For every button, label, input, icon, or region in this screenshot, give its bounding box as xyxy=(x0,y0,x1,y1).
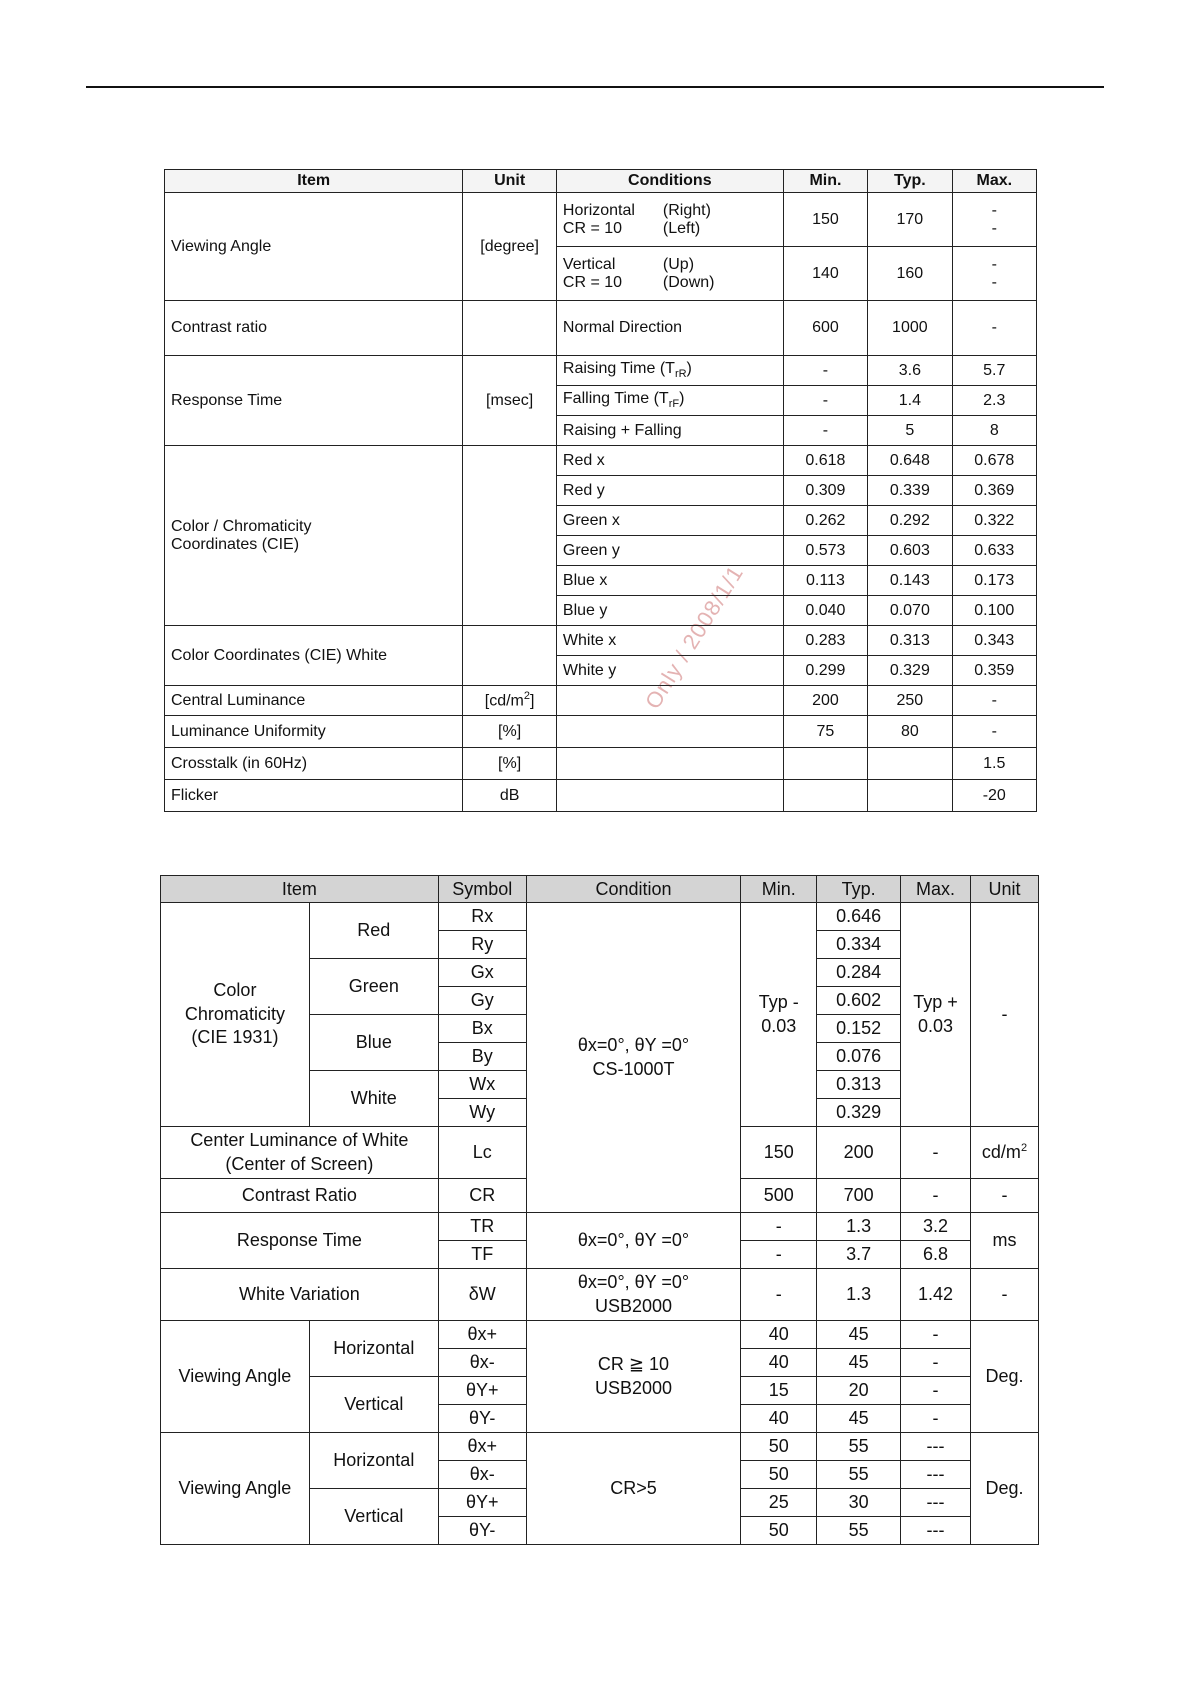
symbol: CR xyxy=(438,1179,526,1213)
value-typ: 700 xyxy=(817,1179,901,1213)
table-row xyxy=(165,446,1037,476)
cond-red-y: Red y xyxy=(556,476,783,506)
value-typ: 3.7 xyxy=(817,1241,901,1269)
table-row xyxy=(165,301,1037,356)
header-item: Item xyxy=(161,876,439,903)
header-min: Min. xyxy=(741,876,817,903)
value-max: --- xyxy=(901,1461,971,1489)
value-max: 6.8 xyxy=(901,1241,971,1269)
value-typ: 0.603 xyxy=(868,536,952,566)
cond-text: USB2000 xyxy=(594,1377,673,1398)
value-min: 15 xyxy=(741,1377,817,1405)
header-conditions: Conditions xyxy=(556,170,783,193)
item-text: (CIE 1931) xyxy=(191,1027,279,1048)
group-vertical: Vertical xyxy=(309,1489,438,1545)
value-min: - xyxy=(741,1241,817,1269)
value-max: 1.42 xyxy=(901,1269,971,1321)
cond-text: Horizontal xyxy=(562,201,635,219)
value-max: 5.7 xyxy=(952,356,1036,386)
value-typ: 20 xyxy=(817,1377,901,1405)
cond-horizontal xyxy=(556,193,783,247)
value-text: 0.03 xyxy=(918,1015,954,1036)
cond-sub: rR xyxy=(674,368,687,381)
header-max: Max. xyxy=(901,876,971,903)
unit: - xyxy=(971,1179,1039,1213)
value-max: 0.100 xyxy=(952,596,1036,626)
unit-sup: 2 xyxy=(523,690,531,703)
item-color-white: Color Coordinates (CIE) White xyxy=(165,626,463,686)
cond-vertical xyxy=(556,247,783,301)
value-max: - xyxy=(901,1405,971,1433)
item-text: (Center of Screen) xyxy=(225,1153,374,1174)
unit-degree: [degree] xyxy=(463,193,557,301)
value-max: - xyxy=(901,1377,971,1405)
cond-empty xyxy=(556,716,783,748)
cond-white-y: White y xyxy=(556,656,783,686)
header-min: Min. xyxy=(783,170,867,193)
cond-text: CR = 10 xyxy=(562,273,623,291)
group-horizontal: Horizontal xyxy=(309,1433,438,1489)
cond-cr5: CR>5 xyxy=(526,1433,741,1545)
value-min: 25 xyxy=(741,1489,817,1517)
symbol: θx- xyxy=(438,1461,526,1489)
unit-empty xyxy=(463,626,557,686)
value-typ: 0.313 xyxy=(817,1071,901,1099)
value-typ: 30 xyxy=(817,1489,901,1517)
value-max: - xyxy=(952,301,1036,356)
value-typ: 55 xyxy=(817,1517,901,1545)
value-text: - xyxy=(991,201,997,219)
value-max: 2.3 xyxy=(952,386,1036,416)
value-min: - xyxy=(783,416,867,446)
symbol: Wy xyxy=(438,1099,526,1127)
unit: Deg. xyxy=(971,1321,1039,1433)
unit: Deg. xyxy=(971,1433,1039,1545)
value-min: 75 xyxy=(783,716,867,748)
symbol: θY+ xyxy=(438,1377,526,1405)
value-max xyxy=(901,903,971,1127)
value-text: - xyxy=(991,255,997,273)
value-max: 1.5 xyxy=(952,748,1036,780)
value-max: --- xyxy=(901,1433,971,1461)
value-max: 0.343 xyxy=(952,626,1036,656)
value-typ: 0.648 xyxy=(868,446,952,476)
item-center-luminance xyxy=(161,1127,439,1179)
value-max: -20 xyxy=(952,780,1036,812)
table-row xyxy=(161,1213,1039,1241)
table-row xyxy=(165,748,1037,780)
value-typ: 55 xyxy=(817,1433,901,1461)
symbol: Rx xyxy=(438,903,526,931)
value-max: 0.359 xyxy=(952,656,1036,686)
cond-text: CR = 10 xyxy=(562,219,623,237)
item-viewing-angle: Viewing Angle xyxy=(161,1433,310,1545)
value-text: 0.03 xyxy=(761,1015,797,1036)
value-typ: 45 xyxy=(817,1405,901,1433)
cond-usb2000 xyxy=(526,1269,741,1321)
table-row xyxy=(165,626,1037,656)
cond-blue-x: Blue x xyxy=(556,566,783,596)
value-min: 0.040 xyxy=(783,596,867,626)
item-text: Color / Chromaticity xyxy=(171,517,312,535)
cond-green-y: Green y xyxy=(556,536,783,566)
value-text: Typ + xyxy=(913,992,958,1013)
symbol: θY- xyxy=(438,1517,526,1545)
unit: - xyxy=(971,1269,1039,1321)
value-typ: 0.076 xyxy=(817,1043,901,1071)
unit-empty xyxy=(463,301,557,356)
table-row xyxy=(165,780,1037,812)
value-min: 50 xyxy=(741,1517,817,1545)
value-min: 0.113 xyxy=(783,566,867,596)
table-row xyxy=(161,1433,1039,1461)
value-max: 0.369 xyxy=(952,476,1036,506)
value-typ: 0.329 xyxy=(868,656,952,686)
table-header-row xyxy=(161,876,1039,903)
cond-text: CR ≧ 10 xyxy=(597,1354,670,1375)
unit-sup: 2 xyxy=(1020,1142,1028,1154)
item-flicker: Flicker xyxy=(165,780,463,812)
symbol: By xyxy=(438,1043,526,1071)
value-min xyxy=(741,903,817,1127)
table-row xyxy=(161,1269,1039,1321)
value-typ: 0.313 xyxy=(868,626,952,656)
cond-text: USB2000 xyxy=(594,1295,673,1316)
value-min: 40 xyxy=(741,1405,817,1433)
value-min: 0.299 xyxy=(783,656,867,686)
value-min: - xyxy=(741,1269,817,1321)
value-typ: 5 xyxy=(868,416,952,446)
cond-text: θx=0°, θY =0° xyxy=(577,1035,690,1056)
group-red: Red xyxy=(309,903,438,959)
unit-db: dB xyxy=(463,780,557,812)
value-typ: 45 xyxy=(817,1349,901,1377)
item-central-luminance: Central Luminance xyxy=(165,686,463,716)
cond-empty xyxy=(556,780,783,812)
item-contrast-ratio: Contrast Ratio xyxy=(161,1179,439,1213)
value-typ: 0.070 xyxy=(868,596,952,626)
value-min: 200 xyxy=(783,686,867,716)
value-min: 0.618 xyxy=(783,446,867,476)
cond-text: (Right) xyxy=(662,201,711,219)
value-min: 40 xyxy=(741,1321,817,1349)
symbol: Lc xyxy=(438,1127,526,1179)
symbol: δW xyxy=(438,1269,526,1321)
table-row xyxy=(165,356,1037,386)
value-typ xyxy=(868,748,952,780)
symbol: θx+ xyxy=(438,1433,526,1461)
value-min: 50 xyxy=(741,1433,817,1461)
value-max: - xyxy=(901,1321,971,1349)
value-max: - xyxy=(901,1127,971,1179)
value-min: 150 xyxy=(783,193,867,247)
cond-normal: Normal Direction xyxy=(556,301,783,356)
watermark: Only / 2008/1/1 xyxy=(640,560,749,714)
item-white-variation: White Variation xyxy=(161,1269,439,1321)
value-max: 0.322 xyxy=(952,506,1036,536)
value-min: 0.262 xyxy=(783,506,867,536)
value-typ: 0.143 xyxy=(868,566,952,596)
cond-text: CS-1000T xyxy=(592,1058,675,1079)
group-horizontal: Horizontal xyxy=(309,1321,438,1377)
value-min: 150 xyxy=(741,1127,817,1179)
header-typ: Typ. xyxy=(868,170,952,193)
item-color-chromaticity xyxy=(161,903,310,1127)
value-max: - xyxy=(952,686,1036,716)
header-symbol: Symbol xyxy=(438,876,526,903)
value-typ: 0.152 xyxy=(817,1015,901,1043)
table-row xyxy=(165,193,1037,247)
value-min: 40 xyxy=(741,1349,817,1377)
symbol: θY+ xyxy=(438,1489,526,1517)
cond-text: Vertical xyxy=(562,255,616,273)
item-text: Coordinates (CIE) xyxy=(171,535,300,553)
table-row xyxy=(165,716,1037,748)
cond-cs1000t xyxy=(526,903,741,1213)
value-max: - xyxy=(952,716,1036,748)
item-contrast-ratio: Contrast ratio xyxy=(165,301,463,356)
value-typ: 45 xyxy=(817,1321,901,1349)
unit-percent: [%] xyxy=(463,716,557,748)
value-typ: 0.602 xyxy=(817,987,901,1015)
group-green: Green xyxy=(309,959,438,1015)
header-unit: Unit xyxy=(463,170,557,193)
value-text: - xyxy=(991,219,997,237)
value-typ: 80 xyxy=(868,716,952,748)
cond-green-x: Green x xyxy=(556,506,783,536)
value-text: - xyxy=(991,273,997,291)
value-typ: 0.329 xyxy=(817,1099,901,1127)
symbol: TF xyxy=(438,1241,526,1269)
item-crosstalk: Crosstalk (in 60Hz) xyxy=(165,748,463,780)
cond-raising-falling: Raising + Falling xyxy=(556,416,783,446)
value-max: 0.678 xyxy=(952,446,1036,476)
value-min: 0.309 xyxy=(783,476,867,506)
value-typ: 0.646 xyxy=(817,903,901,931)
cond-empty xyxy=(556,686,783,716)
value-typ: 0.292 xyxy=(868,506,952,536)
value-typ: 1.3 xyxy=(817,1269,901,1321)
item-text: Color xyxy=(213,980,257,1001)
symbol: Bx xyxy=(438,1015,526,1043)
item-luminance-uniformity: Luminance Uniformity xyxy=(165,716,463,748)
value-min: 50 xyxy=(741,1461,817,1489)
value-max: 3.2 xyxy=(901,1213,971,1241)
cond-text: ) xyxy=(679,390,685,408)
cond-cr10 xyxy=(526,1321,741,1433)
symbol: Ry xyxy=(438,931,526,959)
value-typ: 160 xyxy=(868,247,952,301)
group-vertical: Vertical xyxy=(309,1377,438,1433)
item-color-chromaticity xyxy=(165,446,463,626)
value-min xyxy=(783,748,867,780)
value-typ: 55 xyxy=(817,1461,901,1489)
cond-text: Falling Time (T xyxy=(562,390,669,408)
value-min: - xyxy=(741,1213,817,1241)
header-unit: Unit xyxy=(971,876,1039,903)
value-typ: 170 xyxy=(868,193,952,247)
unit-cdm2 xyxy=(463,686,557,716)
unit-empty xyxy=(463,446,557,626)
item-text: Center Luminance of White xyxy=(190,1130,409,1151)
cond-text: ) xyxy=(686,360,692,378)
value-typ: 1.3 xyxy=(817,1213,901,1241)
cond-raising xyxy=(556,356,783,386)
unit-text: cd/m xyxy=(981,1142,1021,1162)
cond-falling xyxy=(556,386,783,416)
cond-text: (Left) xyxy=(662,219,701,237)
cond-white-x: White x xyxy=(556,626,783,656)
cond-text: (Down) xyxy=(662,273,715,291)
cond-angle: θx=0°, θY =0° xyxy=(526,1213,741,1269)
value-typ: 1.4 xyxy=(868,386,952,416)
value-min xyxy=(783,780,867,812)
group-blue: Blue xyxy=(309,1015,438,1071)
value-min: - xyxy=(783,356,867,386)
symbol: TR xyxy=(438,1213,526,1241)
cond-blue-y: Blue y xyxy=(556,596,783,626)
value-typ: 250 xyxy=(868,686,952,716)
value-min: - xyxy=(783,386,867,416)
value-typ: 0.334 xyxy=(817,931,901,959)
value-min: 0.283 xyxy=(783,626,867,656)
value-typ: 0.284 xyxy=(817,959,901,987)
unit xyxy=(971,1127,1039,1179)
value-min: 140 xyxy=(783,247,867,301)
value-min: 500 xyxy=(741,1179,817,1213)
table-row xyxy=(165,686,1037,716)
item-response-time: Response Time xyxy=(161,1213,439,1269)
cond-empty xyxy=(556,748,783,780)
value-typ xyxy=(868,780,952,812)
value-typ: 0.339 xyxy=(868,476,952,506)
value-typ: 1000 xyxy=(868,301,952,356)
optical-spec-table-1 xyxy=(164,169,1037,812)
symbol: θY- xyxy=(438,1405,526,1433)
symbol: Gx xyxy=(438,959,526,987)
table-row xyxy=(161,903,1039,931)
unit-text: [cd/m xyxy=(484,692,524,710)
symbol: θx- xyxy=(438,1349,526,1377)
symbol: Gy xyxy=(438,987,526,1015)
value-max: --- xyxy=(901,1489,971,1517)
unit: ms xyxy=(971,1213,1039,1269)
value-max: - xyxy=(901,1349,971,1377)
header-rule xyxy=(86,86,1104,88)
header-item: Item xyxy=(165,170,463,193)
value-max xyxy=(952,247,1036,301)
header-typ: Typ. xyxy=(817,876,901,903)
value-max: --- xyxy=(901,1517,971,1545)
optical-spec-table-2 xyxy=(160,875,1039,1545)
symbol: θx+ xyxy=(438,1321,526,1349)
value-max: - xyxy=(901,1179,971,1213)
symbol: Wx xyxy=(438,1071,526,1099)
value-text: Typ - xyxy=(758,992,799,1013)
table-header-row xyxy=(165,170,1037,193)
cond-text: θx=0°, θY =0° xyxy=(577,1272,690,1293)
cond-text: (Up) xyxy=(662,255,695,273)
item-text: Chromaticity xyxy=(184,1003,285,1024)
header-max: Max. xyxy=(952,170,1036,193)
unit-percent: [%] xyxy=(463,748,557,780)
value-typ: 200 xyxy=(817,1127,901,1179)
value-min: 0.573 xyxy=(783,536,867,566)
value-max: 0.173 xyxy=(952,566,1036,596)
item-viewing-angle: Viewing Angle xyxy=(165,193,463,301)
value-typ: 3.6 xyxy=(868,356,952,386)
group-white: White xyxy=(309,1071,438,1127)
cond-text: Raising Time (T xyxy=(562,360,675,378)
value-max xyxy=(952,193,1036,247)
unit-msec: [msec] xyxy=(463,356,557,446)
value-max: 0.633 xyxy=(952,536,1036,566)
cond-sub: rF xyxy=(668,398,680,411)
value-min: 600 xyxy=(783,301,867,356)
table-row xyxy=(161,1321,1039,1349)
cond-red-x: Red x xyxy=(556,446,783,476)
item-response-time: Response Time xyxy=(165,356,463,446)
item-viewing-angle: Viewing Angle xyxy=(161,1321,310,1433)
value-max: 8 xyxy=(952,416,1036,446)
unit-text: ] xyxy=(530,692,535,710)
header-condition: Condition xyxy=(526,876,741,903)
unit: - xyxy=(971,903,1039,1127)
